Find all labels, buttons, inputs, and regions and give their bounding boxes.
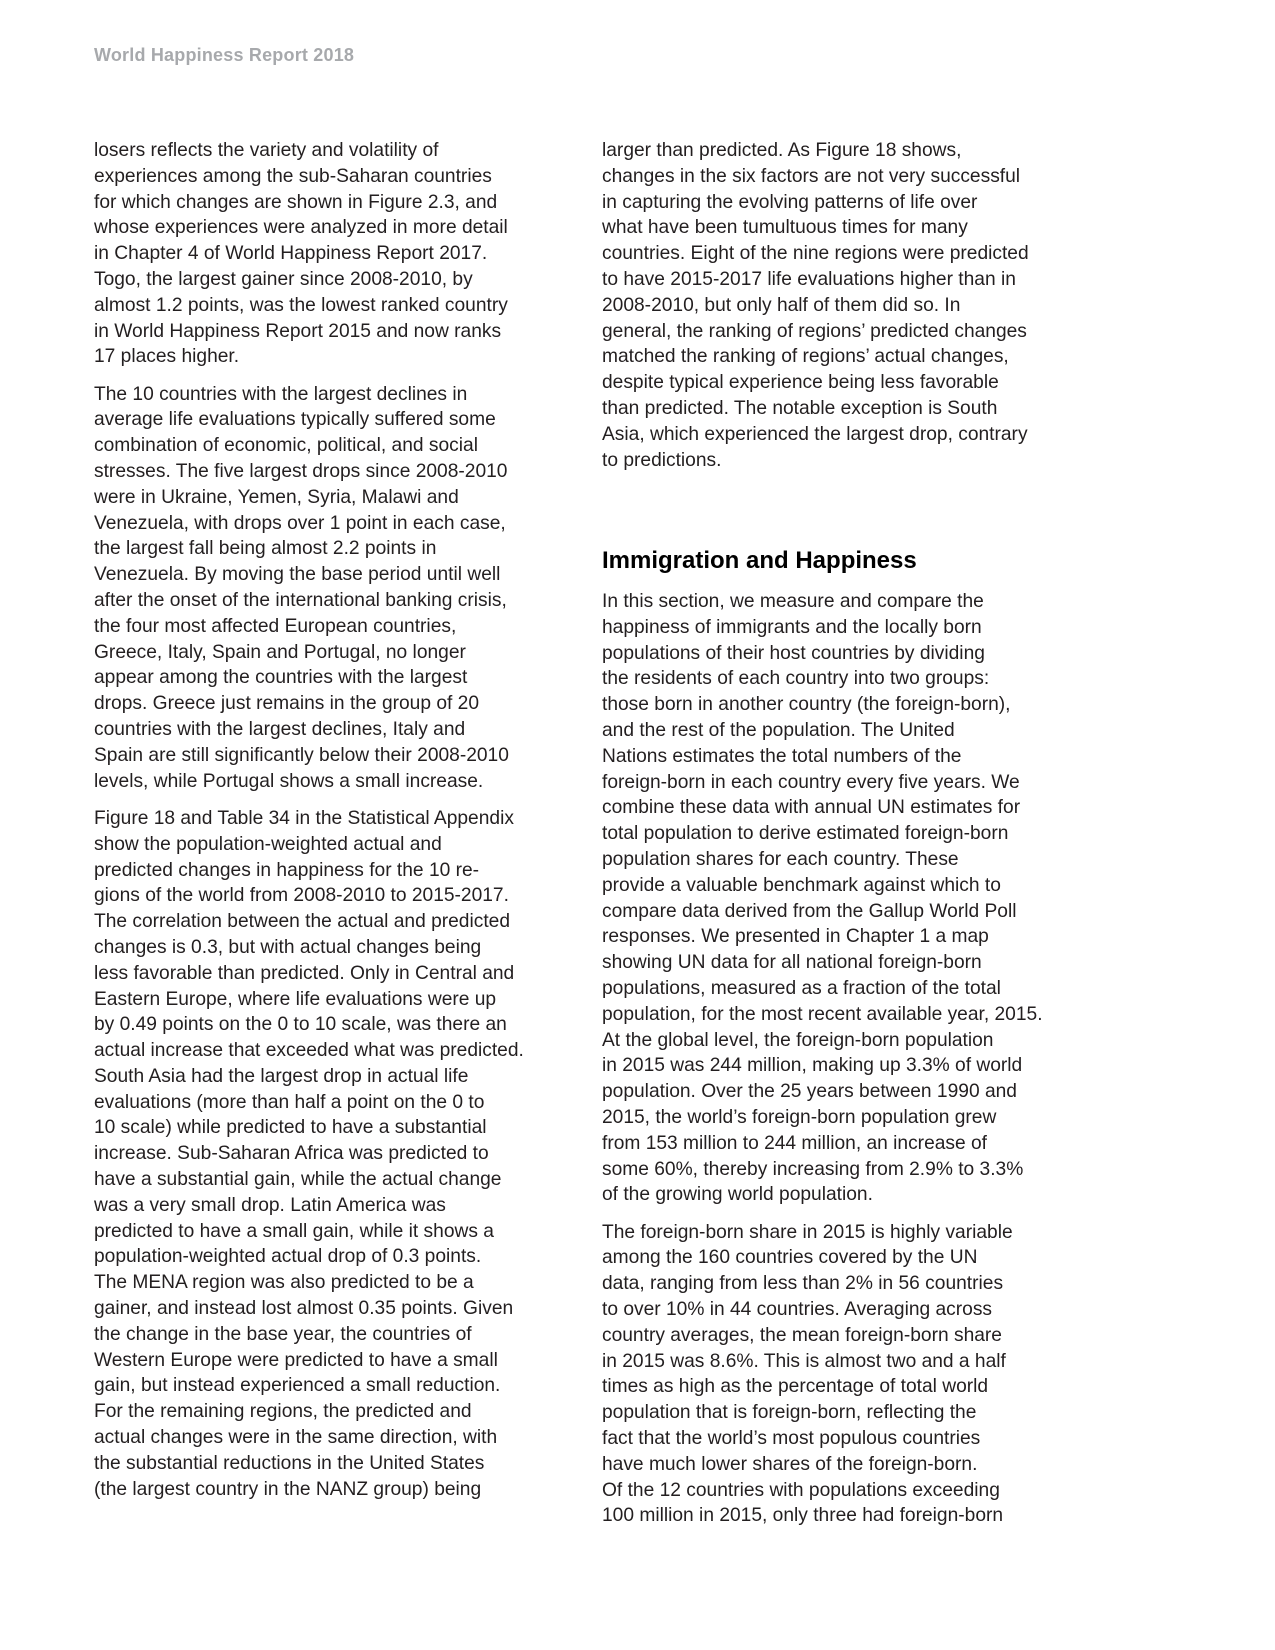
text-line: actual increase that exceeded what was predicted. — [94, 1040, 524, 1062]
section-heading: Immigration and Happiness — [602, 547, 917, 574]
text-line: have much lower shares of the foreign-born. — [602, 1453, 978, 1475]
text-line: in 2015 was 244 million, making up 3.3% of world — [602, 1055, 1023, 1077]
text-line: The MENA region was also predicted to be a — [94, 1272, 474, 1294]
text-line: and the rest of the population. The United — [602, 719, 955, 741]
text-line: (the largest country in the NANZ group) being — [94, 1478, 482, 1500]
text-line: 2008-2010, but only half of them did so. In — [602, 294, 961, 316]
text-line: 17 places higher. — [94, 346, 240, 368]
text-line: levels, while Portugal shows a small increase. — [94, 770, 484, 792]
text-line: losers reflects the variety and volatility of — [94, 140, 439, 161]
running-header: World Happiness Report 2018 — [94, 45, 355, 65]
text-line: was a very small drop. Latin America was — [94, 1194, 446, 1216]
text-line: to have 2015-2017 life evaluations higher than in — [602, 268, 1016, 290]
text-line: Spain are still significantly below their 2008-2010 — [94, 744, 509, 766]
text-line: less favorable than predicted. Only in Central and — [94, 962, 515, 984]
text-line: combine these data with annual UN estimates for — [602, 797, 1021, 819]
text-line: South Asia had the largest drop in actual life — [94, 1065, 469, 1087]
text-line: foreign-born in each country every five years. We — [602, 771, 1020, 793]
text-line: times as high as the percentage of total world — [602, 1376, 989, 1398]
text-line: population. Over the 25 years between 1990 and — [602, 1081, 1017, 1103]
text-line: showing UN data for all national foreign-born — [602, 952, 982, 974]
text-line: The correlation between the actual and predicted — [94, 911, 510, 933]
text-line: gainer, and instead lost almost 0.35 points. Given — [94, 1298, 514, 1320]
paragraph — [94, 138, 574, 370]
text-line: data, ranging from less than 2% in 56 countries — [602, 1273, 1004, 1295]
text-line: after the onset of the international banking crisis, — [94, 590, 507, 612]
text-line: countries. Eight of the nine regions were predicted — [602, 243, 1029, 265]
paragraph — [602, 1220, 1082, 1530]
text-line: actual changes were in the same direction, with — [94, 1427, 498, 1449]
text-line: Asia, which experienced the largest drop, contrary — [602, 423, 1028, 445]
text-line: country averages, the mean foreign-born share — [602, 1324, 1002, 1346]
text-line: changes is 0.3, but with actual changes being — [94, 936, 482, 958]
text-line: The 10 countries with the largest declines in — [94, 383, 468, 405]
text-line: the substantial reductions in the United States — [94, 1452, 485, 1474]
text-line: predicted to have a small gain, while it shows a — [94, 1220, 494, 1242]
text-line: countries with the largest declines, Italy and — [94, 719, 466, 741]
paragraph — [602, 589, 1082, 1208]
text-line: population shares for each country. These — [602, 848, 959, 870]
text-line: Western Europe were predicted to have a small — [94, 1349, 498, 1371]
text-line: drops. Greece just remains in the group of 20 — [94, 693, 480, 715]
text-line: evaluations (more than half a point on the 0 to — [94, 1091, 485, 1113]
text-line: almost 1.2 points, was the lowest ranked country — [94, 294, 508, 316]
text-line: in Chapter 4 of World Happiness Report 2017. — [94, 243, 488, 265]
text-line: For the remaining regions, the predicted and — [94, 1401, 472, 1423]
text-line: from 153 million to 244 million, an increase of — [602, 1132, 988, 1154]
text-line: fact that the world’s most populous countries — [602, 1428, 981, 1449]
text-line: In this section, we measure and compare the — [602, 591, 984, 612]
text-line: than predicted. The notable exception is South — [602, 397, 998, 419]
text-line: gions of the world from 2008-2010 to 2015-2017. — [94, 885, 509, 907]
text-line: Greece, Italy, Spain and Portugal, no longer — [94, 641, 466, 663]
text-line: to over 10% in 44 countries. Averaging across — [602, 1299, 993, 1321]
text-line: total population to derive estimated foreign-born — [602, 823, 1009, 845]
text-line: Eastern Europe, where life evaluations were up — [94, 988, 497, 1010]
text-line: show the population-weighted actual and — [94, 833, 442, 855]
right-column-section — [602, 589, 1082, 1541]
text-line: responses. We presented in Chapter 1 a map — [602, 926, 989, 948]
text-line: the residents of each country into two groups: — [602, 668, 990, 690]
text-line: populations of their host countries by dividing — [602, 642, 985, 664]
text-line: despite typical experience being less favorable — [602, 372, 999, 394]
text-line: some 60%, thereby increasing from 2.9% to 3.3% — [602, 1158, 1024, 1180]
text-line: increase. Sub-Saharan Africa was predicted to — [94, 1143, 489, 1165]
text-line: changes in the six factors are not very successful — [602, 165, 1021, 187]
text-line: population that is foreign-born, reflecting the — [602, 1402, 977, 1424]
text-line: matched the ranking of regions’ actual changes, — [602, 346, 1009, 368]
text-line: by 0.49 points on the 0 to 10 scale, was there an — [94, 1014, 507, 1036]
text-line: populations, measured as a fraction of the total — [602, 977, 1001, 999]
text-line: among the 160 countries covered by the UN — [602, 1247, 978, 1269]
text-line: experiences among the sub-Saharan countries — [94, 165, 492, 187]
text-line: gain, but instead experienced a small reduction. — [94, 1375, 501, 1397]
text-line: stresses. The five largest drops since 2008-2010 — [94, 461, 508, 483]
text-line: appear among the countries with the largest — [94, 667, 468, 689]
text-line: average life evaluations typically suffered some — [94, 409, 496, 431]
text-line: At the global level, the foreign-born population — [602, 1029, 994, 1051]
text-line: Venezuela, with drops over 1 point in each case, — [94, 512, 506, 534]
text-line: the largest fall being almost 2.2 points in — [94, 538, 437, 560]
text-line: those born in another country (the foreign-born), — [602, 694, 1011, 716]
text-line: what have been tumultuous times for many — [602, 217, 968, 239]
text-line: were in Ukraine, Yemen, Syria, Malawi and — [94, 486, 459, 508]
text-line: to predictions. — [602, 449, 722, 471]
text-line: predicted changes in happiness for the 10 re- — [94, 859, 480, 881]
text-line: population, for the most recent available year, 2015. — [602, 1003, 1043, 1025]
right-column-top — [602, 138, 1082, 485]
text-line: population-weighted actual drop of 0.3 points. — [94, 1246, 482, 1268]
text-line: combination of economic, political, and social — [94, 435, 478, 457]
text-line: 10 scale) while predicted to have a substantial — [94, 1117, 487, 1139]
text-line: provide a valuable benchmark against which to — [602, 874, 1001, 896]
text-line: general, the ranking of regions’ predicted changes — [602, 320, 1027, 342]
text-line: the four most affected European countries, — [94, 615, 457, 637]
text-line: Nations estimates the total numbers of the — [602, 745, 962, 767]
paragraph — [94, 382, 574, 795]
text-line: whose experiences were analyzed in more detail — [94, 217, 508, 239]
text-line: happiness of immigrants and the locally born — [602, 616, 982, 638]
text-line: compare data derived from the Gallup World Poll — [602, 900, 1017, 922]
left-column — [94, 138, 574, 1514]
paragraph — [602, 138, 1082, 473]
text-line: in 2015 was 8.6%. This is almost two and a half — [602, 1350, 1006, 1372]
paragraph — [94, 806, 574, 1503]
text-line: larger than predicted. As Figure 18 shows, — [602, 140, 962, 161]
text-line: 2015, the world’s foreign-born population grew — [602, 1106, 997, 1128]
text-line: the change in the base year, the countries of — [94, 1323, 472, 1345]
text-line: for which changes are shown in Figure 2.3, and — [94, 191, 498, 213]
text-line: The foreign-born share in 2015 is highly variable — [602, 1221, 1013, 1243]
text-line: of the growing world population. — [602, 1184, 873, 1206]
text-line: in World Happiness Report 2015 and now ranks — [94, 320, 502, 342]
text-line: Venezuela. By moving the base period until well — [94, 564, 501, 586]
text-line: Togo, the largest gainer since 2008-2010, by — [94, 268, 473, 290]
text-line: in capturing the evolving patterns of life over — [602, 191, 978, 213]
text-line: 100 million in 2015, only three had foreign-born — [602, 1505, 1004, 1527]
text-line: Of the 12 countries with populations exceeding — [602, 1479, 1000, 1501]
text-line: have a substantial gain, while the actual change — [94, 1169, 502, 1191]
text-line: Figure 18 and Table 34 in the Statistical Appendix — [94, 807, 514, 829]
